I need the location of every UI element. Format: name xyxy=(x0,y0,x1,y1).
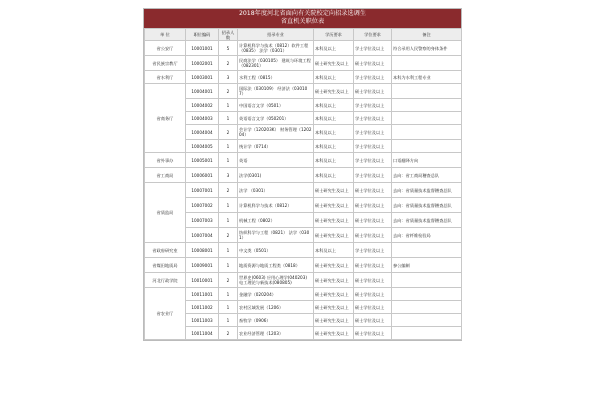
degree-cell-text: 学士学位及以上 xyxy=(355,143,385,149)
recruit-count-cell-text: 2 xyxy=(226,277,230,283)
note-cell xyxy=(392,301,462,314)
major-cell xyxy=(238,327,314,340)
position-code-cell-text: 10007004 xyxy=(191,232,213,238)
education-cell xyxy=(314,168,354,183)
table-row xyxy=(145,183,462,198)
degree-cell-text: 硕士学位及以上 xyxy=(355,88,385,94)
recruit-count-cell xyxy=(219,301,238,314)
degree-cell-text: 硕士学位及以上 xyxy=(355,291,385,297)
position-code-cell xyxy=(186,153,219,168)
degree-cell-text: 硕士学位及以上 xyxy=(355,217,385,223)
recruit-count-cell xyxy=(219,314,238,327)
education-cell-text: 本科及以上 xyxy=(315,102,336,108)
major-cell xyxy=(238,273,314,288)
major-cell xyxy=(238,112,314,125)
degree-cell xyxy=(354,301,392,314)
header-count: 招录人数 xyxy=(219,29,238,41)
major-cell xyxy=(238,243,314,258)
position-code-cell-text: 10006001 xyxy=(191,172,213,178)
position-code-cell xyxy=(186,273,219,288)
table-row xyxy=(145,258,462,273)
table-row xyxy=(145,213,462,228)
table-row xyxy=(145,41,462,56)
recruit-count-cell-text: 1 xyxy=(226,102,230,108)
major-cell xyxy=(238,71,314,84)
major-cell xyxy=(238,183,314,198)
education-cell xyxy=(314,288,354,301)
position-code-cell xyxy=(186,168,219,183)
degree-cell xyxy=(354,228,392,243)
degree-cell-text: 学士学位及以上 xyxy=(355,157,385,163)
position-code-cell-text: 10005001 xyxy=(191,157,213,163)
unit-cell-text: 省公安厅 xyxy=(156,45,174,51)
degree-cell-text: 硕士学位及以上 xyxy=(355,304,385,310)
note-cell xyxy=(392,258,462,273)
note-cell-text: 去向：省质量技术监督稽查总队 xyxy=(393,217,452,223)
major-cell-text: 水利工程（0815） xyxy=(239,74,275,80)
table-row xyxy=(145,288,462,301)
education-cell xyxy=(314,273,354,288)
position-code-cell-text: 10001001 xyxy=(191,45,213,51)
unit-cell-text: 省外事办 xyxy=(156,157,174,163)
degree-cell xyxy=(354,71,392,84)
unit-cell-text: 省水利厅 xyxy=(156,74,174,80)
recruit-count-cell-text: 2 xyxy=(226,232,230,238)
recruit-count-cell-text: 3 xyxy=(226,172,230,178)
unit-cell xyxy=(145,168,186,183)
degree-cell-text: 硕士学位及以上 xyxy=(355,187,385,193)
major-cell-text: 国际法（030109） 经济法（030107） xyxy=(239,86,308,96)
note-cell-text: 本科为水利工程专业 xyxy=(393,74,431,80)
education-cell-text: 本科及以上 xyxy=(315,45,336,51)
note-cell xyxy=(392,125,462,140)
position-code-cell-text: 10007003 xyxy=(191,217,213,223)
degree-cell xyxy=(354,99,392,112)
unit-cell xyxy=(145,273,186,288)
recruit-count-cell-text: 1 xyxy=(226,115,230,121)
recruit-count-cell-text: 1 xyxy=(226,304,230,310)
unit-cell xyxy=(145,153,186,168)
education-cell-text: 硕士研究生及以上 xyxy=(315,262,349,268)
table-row xyxy=(145,273,462,288)
note-cell xyxy=(392,71,462,84)
table-row xyxy=(145,243,462,258)
table-row xyxy=(145,168,462,183)
education-cell xyxy=(314,327,354,340)
degree-cell-text: 硕士学位及以上 xyxy=(355,262,385,268)
education-cell xyxy=(314,41,354,56)
position-code-cell-text: 10010001 xyxy=(191,277,213,283)
degree-cell xyxy=(354,140,392,153)
position-code-cell-text: 10004001 xyxy=(191,88,213,94)
unit-cell-text: 省农业厅 xyxy=(156,311,174,316)
position-code-cell-text: 10011002 xyxy=(191,304,213,310)
major-cell-text: 统计学（0714） xyxy=(239,143,271,149)
position-code-cell xyxy=(186,243,219,258)
note-cell xyxy=(392,243,462,258)
table-row xyxy=(145,228,462,243)
table-body xyxy=(145,41,462,340)
education-cell xyxy=(314,258,354,273)
education-cell xyxy=(314,112,354,125)
major-cell xyxy=(238,99,314,112)
header-education: 学历要求 xyxy=(314,29,354,41)
note-cell xyxy=(392,183,462,198)
education-cell-text: 本科及以上 xyxy=(315,115,336,121)
major-cell-text: 金融学（020204） xyxy=(239,291,276,297)
major-cell xyxy=(238,153,314,168)
major-cell-text: 英语语言文学（050201） xyxy=(239,115,289,121)
degree-cell xyxy=(354,125,392,140)
degree-cell xyxy=(354,327,392,340)
position-code-cell-text: 10009001 xyxy=(191,262,213,268)
major-cell-text: 中文类（0501） xyxy=(239,247,271,253)
major-cell-text: 农业经济管理（1203） xyxy=(239,330,284,336)
recruit-count-cell-text: 2 xyxy=(226,60,230,66)
position-code-cell xyxy=(186,198,219,213)
unit-cell-text: 省商务厅 xyxy=(156,115,174,121)
unit-cell xyxy=(145,183,186,243)
degree-cell-text: 硕士学位及以上 xyxy=(355,60,385,66)
table-row xyxy=(145,327,462,340)
note-cell xyxy=(392,198,462,213)
note-cell xyxy=(392,41,462,56)
degree-cell xyxy=(354,288,392,301)
unit-cell xyxy=(145,243,186,258)
education-cell-text: 硕士研究生及以上 xyxy=(315,187,349,193)
education-cell-text: 硕士研究生及以上 xyxy=(315,60,349,66)
degree-cell-text: 硕士学位及以上 xyxy=(355,232,385,238)
header-note: 备注 xyxy=(392,29,462,41)
major-cell xyxy=(238,301,314,314)
major-cell xyxy=(238,125,314,140)
education-cell-text: 本科及以上 xyxy=(315,74,336,80)
major-cell xyxy=(238,41,314,56)
major-cell xyxy=(238,198,314,213)
degree-cell-text: 学士学位及以上 xyxy=(355,115,385,121)
note-cell-text: 参公编制 xyxy=(393,262,410,268)
recruit-count-cell-text: 1 xyxy=(226,202,230,208)
table-row xyxy=(145,140,462,153)
degree-cell xyxy=(354,56,392,71)
note-cell xyxy=(392,84,462,99)
unit-cell xyxy=(145,288,186,340)
recruit-count-cell-text: 2 xyxy=(226,88,230,94)
position-code-cell xyxy=(186,71,219,84)
recruit-count-cell-text: 1 xyxy=(226,143,230,149)
recruit-count-cell xyxy=(219,273,238,288)
position-code-cell xyxy=(186,183,219,198)
table-row xyxy=(145,99,462,112)
position-code-cell-text: 10011001 xyxy=(191,291,213,297)
recruit-count-cell xyxy=(219,258,238,273)
education-cell-text: 硕士研究生及以上 xyxy=(315,202,349,208)
major-cell-text: 农村区域发展（1206） xyxy=(239,304,284,310)
table-row xyxy=(145,56,462,71)
note-cell xyxy=(392,99,462,112)
education-cell xyxy=(314,153,354,168)
unit-cell-text: 省政府研究室 xyxy=(152,247,178,253)
degree-cell xyxy=(354,273,392,288)
education-cell-text: 硕士研究生及以上 xyxy=(315,291,349,297)
table-row xyxy=(145,84,462,99)
position-code-cell-text: 10011003 xyxy=(191,317,213,323)
table-row xyxy=(145,125,462,140)
position-code-cell xyxy=(186,301,219,314)
recruit-count-cell xyxy=(219,288,238,301)
major-cell xyxy=(238,314,314,327)
table-row xyxy=(145,301,462,314)
header-degree: 学位要求 xyxy=(354,29,392,41)
position-code-cell xyxy=(186,327,219,340)
major-cell xyxy=(238,228,314,243)
education-cell xyxy=(314,314,354,327)
table-header-row xyxy=(145,29,462,41)
major-cell-text: 纺织科学与工程（0821） 法学（0301） xyxy=(239,230,310,240)
education-cell-text: 硕士研究生及以上 xyxy=(315,330,349,336)
major-cell-text: 机械工程（0802） xyxy=(239,217,275,223)
degree-cell xyxy=(354,258,392,273)
position-code-cell xyxy=(186,213,219,228)
position-code-cell-text: 10011004 xyxy=(191,330,213,336)
degree-cell xyxy=(354,153,392,168)
major-cell-text: 会计学（120203K） 财务管理（120204） xyxy=(239,127,312,137)
education-cell-text: 本科及以上 xyxy=(315,143,336,149)
position-code-cell-text: 10002001 xyxy=(191,60,213,66)
major-cell xyxy=(238,140,314,153)
recruit-count-cell xyxy=(219,168,238,183)
education-cell-text: 硕士研究生及以上 xyxy=(315,232,349,238)
major-cell xyxy=(238,168,314,183)
position-code-cell xyxy=(186,56,219,71)
title-line-1: 2018年度河北省面向有关院校定向招录选调生 xyxy=(238,10,367,17)
education-cell xyxy=(314,183,354,198)
note-cell xyxy=(392,213,462,228)
major-cell-text: 英语 xyxy=(239,157,248,163)
education-cell xyxy=(314,301,354,314)
major-cell-text: 民商法学（030105） 建筑与环境工程（082301） xyxy=(239,58,311,68)
title-line-2: 省直机关职位表 xyxy=(280,18,325,25)
education-cell xyxy=(314,228,354,243)
degree-cell-text: 硕士学位及以上 xyxy=(355,202,385,208)
education-cell-text: 硕士研究生及以上 xyxy=(315,317,349,323)
position-code-cell-text: 10004005 xyxy=(191,143,213,149)
education-cell xyxy=(314,84,354,99)
table-row xyxy=(145,71,462,84)
unit-cell xyxy=(145,71,186,84)
degree-cell-text: 学士学位及以上 xyxy=(355,74,385,80)
note-cell xyxy=(392,112,462,125)
position-code-cell xyxy=(186,112,219,125)
unit-cell xyxy=(145,84,186,153)
table-row xyxy=(145,198,462,213)
degree-cell-text: 学士学位及以上 xyxy=(355,45,385,51)
recruit-count-cell-text: 1 xyxy=(226,262,230,268)
recruit-count-cell xyxy=(219,198,238,213)
recruit-count-cell xyxy=(219,71,238,84)
note-cell-text: 去向：省质量技术监督稽查总队 xyxy=(393,187,452,193)
note-cell xyxy=(392,273,462,288)
note-cell xyxy=(392,228,462,243)
position-code-cell-text: 10004004 xyxy=(191,129,213,135)
education-cell-text: 硕士研究生及以上 xyxy=(315,277,349,283)
header-code: 职位编码 xyxy=(186,29,219,41)
degree-cell xyxy=(354,112,392,125)
table-row xyxy=(145,314,462,327)
unit-cell-text: 省民族宗教厅 xyxy=(152,60,178,66)
major-cell xyxy=(238,84,314,99)
note-cell-text: 去向：省工商局稽查总队 xyxy=(393,172,440,178)
unit-cell-text: 河北行政学院 xyxy=(152,277,178,283)
education-cell xyxy=(314,213,354,228)
recruit-count-cell-text: 1 xyxy=(226,217,230,223)
note-cell xyxy=(392,327,462,340)
note-cell xyxy=(392,314,462,327)
major-cell-text: 计算机科学与技术（0812）软件工程（0835） 法学（0301） xyxy=(239,43,309,53)
unit-cell-text: 省煤田地质局 xyxy=(152,262,178,268)
education-cell xyxy=(314,125,354,140)
recruit-count-cell xyxy=(219,84,238,99)
recruit-count-cell xyxy=(219,243,238,258)
degree-cell xyxy=(354,243,392,258)
education-cell-text: 本科及以上 xyxy=(315,129,336,135)
degree-cell xyxy=(354,183,392,198)
recruit-count-cell xyxy=(219,56,238,71)
note-cell-text: 去向：省纤维检验局 xyxy=(393,232,431,238)
note-cell-text: 去向：省质量技术监督稽查总队 xyxy=(393,202,452,208)
degree-cell-text: 学士学位及以上 xyxy=(355,247,385,253)
education-cell xyxy=(314,198,354,213)
recruit-count-cell-text: 1 xyxy=(226,157,230,163)
position-code-cell xyxy=(186,288,219,301)
major-cell xyxy=(238,56,314,71)
position-code-cell xyxy=(186,84,219,99)
position-code-cell-text: 10007001 xyxy=(191,187,213,193)
unit-cell-text: 省工商局 xyxy=(156,172,174,178)
recruit-count-cell-text: 2 xyxy=(226,187,230,193)
education-cell xyxy=(314,140,354,153)
note-cell xyxy=(392,56,462,71)
recruit-count-cell-text: 3 xyxy=(226,74,230,80)
note-cell xyxy=(392,140,462,153)
degree-cell-text: 硕士学位及以上 xyxy=(355,317,385,323)
degree-cell xyxy=(354,84,392,99)
position-code-cell-text: 10008001 xyxy=(191,247,213,253)
position-code-cell-text: 10007002 xyxy=(191,202,213,208)
major-cell-text: 地质资源与地质工程类（0818） xyxy=(239,262,300,268)
education-cell xyxy=(314,243,354,258)
position-code-cell xyxy=(186,314,219,327)
major-cell xyxy=(238,288,314,301)
note-cell xyxy=(392,168,462,183)
recruit-count-cell xyxy=(219,183,238,198)
major-cell-text: 中国语言文学（0501） xyxy=(239,102,284,108)
education-cell xyxy=(314,56,354,71)
position-code-cell xyxy=(186,228,219,243)
degree-cell-text: 学士学位及以上 xyxy=(355,129,385,135)
degree-cell xyxy=(354,168,392,183)
degree-cell xyxy=(354,198,392,213)
positions-table xyxy=(144,28,462,340)
major-cell-text: 畜牧学（0906） xyxy=(239,317,271,323)
education-cell-text: 本科及以上 xyxy=(315,157,336,163)
unit-cell-text: 省质监局 xyxy=(156,210,174,215)
recruit-count-cell xyxy=(219,41,238,56)
recruit-count-cell xyxy=(219,213,238,228)
unit-cell xyxy=(145,41,186,56)
major-cell xyxy=(238,213,314,228)
education-cell-text: 硕士研究生及以上 xyxy=(315,88,349,94)
unit-cell xyxy=(145,258,186,273)
recruit-count-cell xyxy=(219,99,238,112)
table-row xyxy=(145,112,462,125)
header-major: 招录专业 xyxy=(238,29,314,41)
recruit-count-cell-text: 2 xyxy=(226,129,230,135)
position-code-cell xyxy=(186,99,219,112)
major-cell xyxy=(238,258,314,273)
recruit-count-cell-text: 1 xyxy=(226,247,230,253)
recruit-count-cell-text: 1 xyxy=(226,291,230,297)
note-cell-text: 口语翻译方向 xyxy=(393,157,419,163)
education-cell-text: 硕士研究生及以上 xyxy=(315,217,349,223)
major-cell-text: 法学 （0301） xyxy=(239,187,268,193)
table-title xyxy=(144,9,461,28)
education-cell-text: 硕士研究生及以上 xyxy=(315,304,349,310)
recruit-count-cell xyxy=(219,125,238,140)
recruit-count-cell xyxy=(219,228,238,243)
note-cell-text: 符合录用人民警察的身体条件 xyxy=(393,45,448,51)
recruit-count-cell xyxy=(219,327,238,340)
position-code-cell xyxy=(186,41,219,56)
job-table-document xyxy=(143,8,462,341)
degree-cell-text: 硕士学位及以上 xyxy=(355,277,385,283)
degree-cell xyxy=(354,314,392,327)
education-cell-text: 本科及以上 xyxy=(315,172,336,178)
table-row xyxy=(145,153,462,168)
recruit-count-cell-text: 2 xyxy=(226,330,230,336)
recruit-count-cell xyxy=(219,153,238,168)
major-cell-text: 法学(0301) xyxy=(239,172,262,178)
degree-cell-text: 学士学位及以上 xyxy=(355,172,385,178)
position-code-cell-text: 10004003 xyxy=(191,115,213,121)
major-cell-text: 计算机科学与技术（0812） xyxy=(239,202,292,208)
note-cell xyxy=(392,288,462,301)
recruit-count-cell xyxy=(219,140,238,153)
header-unit: 单 位 xyxy=(145,29,186,41)
position-code-cell-text: 10003001 xyxy=(191,74,213,80)
major-cell-text: 世界史(0603) 应用心理学(040203) 电工理论与新技术(080805) xyxy=(239,275,308,285)
position-code-cell-text: 10004002 xyxy=(191,102,213,108)
degree-cell-text: 学士学位及以上 xyxy=(355,102,385,108)
position-code-cell xyxy=(186,125,219,140)
degree-cell-text: 硕士学位及以上 xyxy=(355,330,385,336)
recruit-count-cell-text: 5 xyxy=(226,45,230,51)
education-cell xyxy=(314,71,354,84)
position-code-cell xyxy=(186,258,219,273)
degree-cell xyxy=(354,41,392,56)
recruit-count-cell xyxy=(219,112,238,125)
education-cell xyxy=(314,99,354,112)
recruit-count-cell-text: 1 xyxy=(226,317,230,323)
degree-cell xyxy=(354,213,392,228)
note-cell xyxy=(392,153,462,168)
education-cell-text: 本科及以上 xyxy=(315,247,336,253)
position-code-cell xyxy=(186,140,219,153)
unit-cell xyxy=(145,56,186,71)
